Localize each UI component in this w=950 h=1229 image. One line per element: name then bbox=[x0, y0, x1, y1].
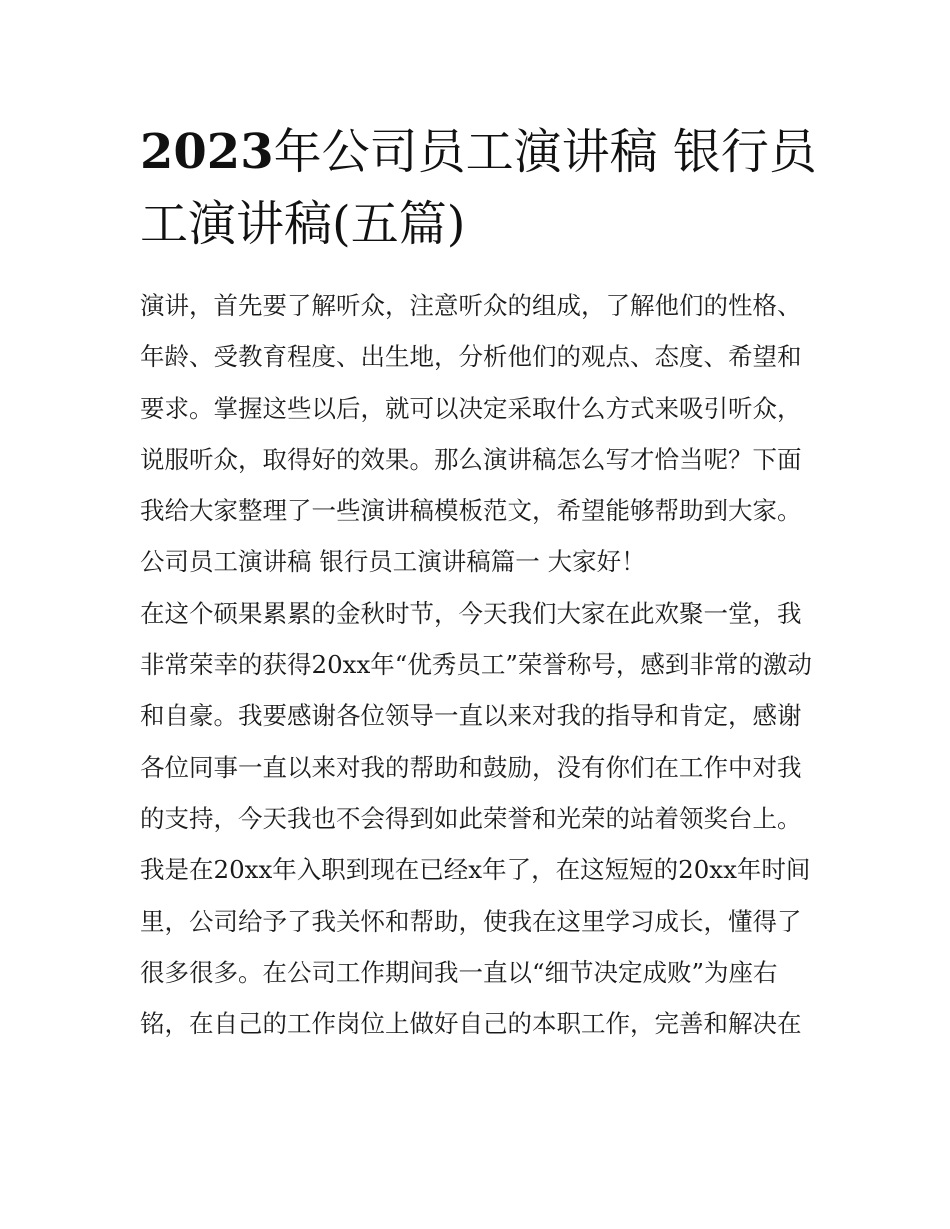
document-title bbox=[140, 116, 820, 260]
paragraph-intro: 演讲，首先要了解听众，注意听众的组成，了解他们的性格、年龄、受教育程度、出生地，分析他们的观点、态度、希望和要求。掌握这些以后，就可以决定采取什么方式来吸引听众，说服听众，取得好的效果。那么演讲稿怎么写才恰当呢？下面我给大家整理了一些演讲稿模板范文，希望能够帮助到大家。 bbox=[140, 291, 802, 526]
title-text: 年公司员工演讲稿 银行员工演讲稿(五篇) bbox=[140, 124, 817, 252]
document-body bbox=[140, 280, 815, 1049]
paragraph-thanks: 在这个硕果累累的金秋时节，今天我们大家在此欢聚一堂，我非常荣幸的获得20xx年“优秀员工”荣誉称号，感到非常的激动和自豪。我要感谢各位领导一直以来对我的指导和肯定，感谢各位同事一直以来对我的帮助和鼓励，没有你们在工作中对我的支持，今天我也不会得到如此荣誉和光荣的站着领奖台上。 bbox=[140, 598, 812, 833]
title-year: 2023 bbox=[140, 124, 274, 180]
paragraph-heading: 公司员工演讲稿 银行员工演讲稿篇一 大家好！ bbox=[140, 547, 646, 577]
paragraph-experience: 我是在20xx年入职到现在已经x年了，在这短短的20xx年时间里，公司给予了我关怀和帮助，使我在这里学习成长，懂得了很多很多。在公司工作期间我一直以“细节决定成败”为座右铭，在自己的工作岗位上做好自己的本职工作，完善和解决在 bbox=[140, 855, 811, 1039]
